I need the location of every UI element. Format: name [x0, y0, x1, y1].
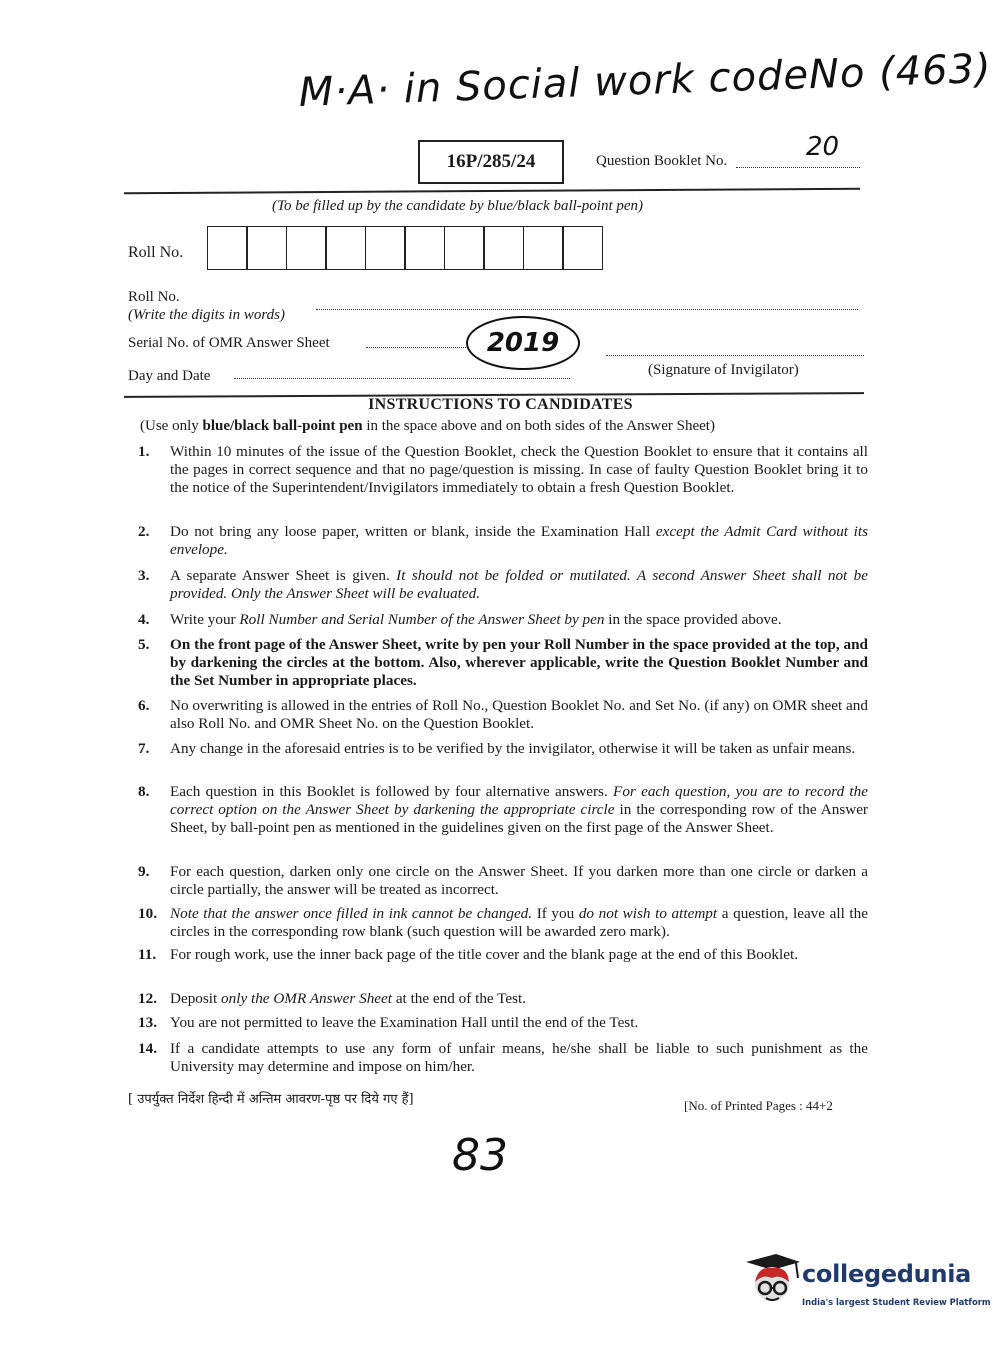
instruction-item — [138, 443, 868, 497]
fill-note: (To be filled up by the candidate by blue/black ball-point pen) — [272, 198, 644, 214]
signature-label: (Signature of Invigilator) — [648, 362, 799, 378]
instruction-text: On the front page of the Answer Sheet, write by pen your Roll Number in the space provided at the top, and by darkening the circles at the bottom. Also, wherever applicable, write the Question Booklet Number and the Set Number in appropriate places. — [170, 636, 868, 689]
instruction-number: 12. — [138, 990, 157, 1007]
instruction-item — [138, 783, 868, 837]
roll-words-title: Roll No. — [128, 289, 180, 305]
brand-name: collegedunia — [802, 1260, 972, 1288]
paper-code-box: 16P/285/24 — [418, 140, 564, 184]
instruction-text: Write your Roll Number and Serial Number of the Answer Sheet by pen in the space provided above. — [170, 611, 782, 628]
instruction-item — [138, 1040, 868, 1076]
instruction-text: A separate Answer Sheet is given. It should not be folded or mutilated. A second Answer Sheet shall not be provided. Only the Answer Sheet will be evaluated. — [170, 567, 869, 602]
instruction-text: If a candidate attempts to use any form of unfair means, he/she shall be liable to such punishment as the University may determine and impose on him/her. — [170, 1040, 868, 1075]
instruction-number: 8. — [138, 783, 150, 800]
instruction-item — [138, 863, 868, 899]
instruction-text: Each question in this Booklet is followed by four alternative answers. For each question, you are to record the correct option on the Answer Sheet by darkening the appropriate circle in the corresponding row of the Answer Sheet, by ball-point pen as mentioned in the guidelines given on the first page of the Answer Sheet. — [170, 783, 868, 836]
mascot-icon — [746, 1254, 800, 1301]
instruction-text: No overwriting is allowed in the entries of Roll No., Question Booklet No. and Set No. (if any) on OMR sheet and also Roll No. and OMR Sheet No. on the Question Booklet. — [170, 697, 868, 732]
instruction-number: 5. — [138, 636, 150, 653]
instruction-item — [138, 1014, 868, 1032]
instruction-item — [138, 636, 868, 690]
instruction-item — [138, 567, 868, 603]
instruction-item — [138, 905, 868, 941]
roll-digit-box[interactable] — [365, 226, 406, 270]
instruction-number: 3. — [138, 567, 150, 584]
roll-words-hint: (Write the digits in words) — [128, 307, 285, 323]
roll-digit-box[interactable] — [207, 226, 248, 270]
instruction-text: For rough work, use the inner back page of the title cover and the blank page at the end of this Booklet. — [170, 946, 798, 963]
roll-digit-box[interactable] — [246, 226, 287, 270]
omr-serial-handwritten: 2019 — [466, 316, 580, 370]
instruction-item — [138, 523, 868, 559]
instruction-number: 9. — [138, 863, 150, 880]
instruction-number: 4. — [138, 611, 150, 628]
instruction-text: Deposit only the OMR Answer Sheet at the end of the Test. — [170, 990, 527, 1007]
instruction-number: 1. — [138, 443, 150, 460]
instruction-item — [138, 990, 868, 1008]
instruction-item — [138, 740, 868, 758]
instruction-number: 6. — [138, 697, 150, 714]
instruction-number: 2. — [138, 523, 150, 540]
roll-digit-box[interactable] — [523, 226, 564, 270]
instruction-text: Within 10 minutes of the issue of the Question Booklet, check the Question Booklet to ensure that it contains all the pages in correct sequence and that no page/question is missing. In case of faulty Question Booklet bring it to the notice of the Superintendent/Invigilators immediately to obtain a fresh Question Booklet. — [170, 443, 868, 496]
instruction-number: 11. — [138, 946, 157, 963]
roll-digit-box[interactable] — [444, 226, 485, 270]
hindi-note: [ उपर्युक्त निर्देश हिन्दी में अन्तिम आवरण-पृष्ठ पर दिये गए हैं] — [128, 1092, 414, 1107]
instruction-item — [138, 697, 868, 733]
instruction-text: Any change in the aforesaid entries is to be verified by the invigilator, otherwise it will be taken as unfair means. — [170, 740, 856, 757]
roll-words-label — [128, 288, 285, 324]
instruction-text: Note that the answer once filled in ink cannot be changed. If you do not wish to attempt a question, leave all the circles in the corresponding row blank (such question will be awarded zero mark). — [170, 905, 868, 940]
roll-digit-box[interactable] — [562, 226, 603, 270]
top-rule — [124, 188, 860, 194]
instruction-text: Do not bring any loose paper, written or blank, inside the Examination Hall except the Admit Card without its envelope. — [170, 523, 868, 558]
instruction-number: 7. — [138, 740, 150, 757]
booklet-number-value: 20 — [806, 132, 840, 162]
instruction-item — [138, 611, 868, 629]
omr-serial-line[interactable] — [366, 347, 466, 348]
roll-no-label: Roll No. — [128, 244, 184, 261]
handwritten-page-number: 83 — [452, 1130, 508, 1181]
instruction-number: 10. — [138, 905, 157, 922]
instruction-item — [138, 946, 868, 964]
booklet-number-label: Question Booklet No. — [596, 153, 728, 169]
instruction-number: 13. — [138, 1014, 157, 1031]
handwritten-title: M·A· in Social work codeNo (463) — [298, 45, 993, 116]
printed-pages-note: [No. of Printed Pages : 44+2 — [684, 1098, 833, 1113]
day-date-line[interactable] — [234, 378, 570, 379]
brand-tagline: India's largest Student Review Platform — [802, 1297, 991, 1307]
roll-no-boxes[interactable] — [208, 226, 603, 270]
instructions-subtitle: (Use only blue/black ball-point pen in the space above and on both sides of the Answer Sheet) — [140, 418, 715, 434]
roll-digit-box[interactable] — [483, 226, 524, 270]
day-date-label: Day and Date — [128, 368, 211, 384]
booklet-number-line — [736, 153, 860, 168]
roll-digit-box[interactable] — [404, 226, 445, 270]
instruction-number: 14. — [138, 1040, 157, 1057]
roll-digit-box[interactable] — [286, 226, 327, 270]
instruction-text: For each question, darken only one circle on the Answer Sheet. If you darken more than one circle or darken a circle partially, the answer will be treated as incorrect. — [170, 863, 868, 898]
instructions-title: INSTRUCTIONS TO CANDIDATES — [368, 396, 633, 413]
instruction-text: You are not permitted to leave the Examination Hall until the end of the Test. — [170, 1014, 639, 1031]
roll-words-line[interactable] — [316, 309, 858, 310]
roll-digit-box[interactable] — [325, 226, 366, 270]
signature-line[interactable] — [606, 355, 864, 356]
omr-serial-label: Serial No. of OMR Answer Sheet — [128, 335, 330, 351]
